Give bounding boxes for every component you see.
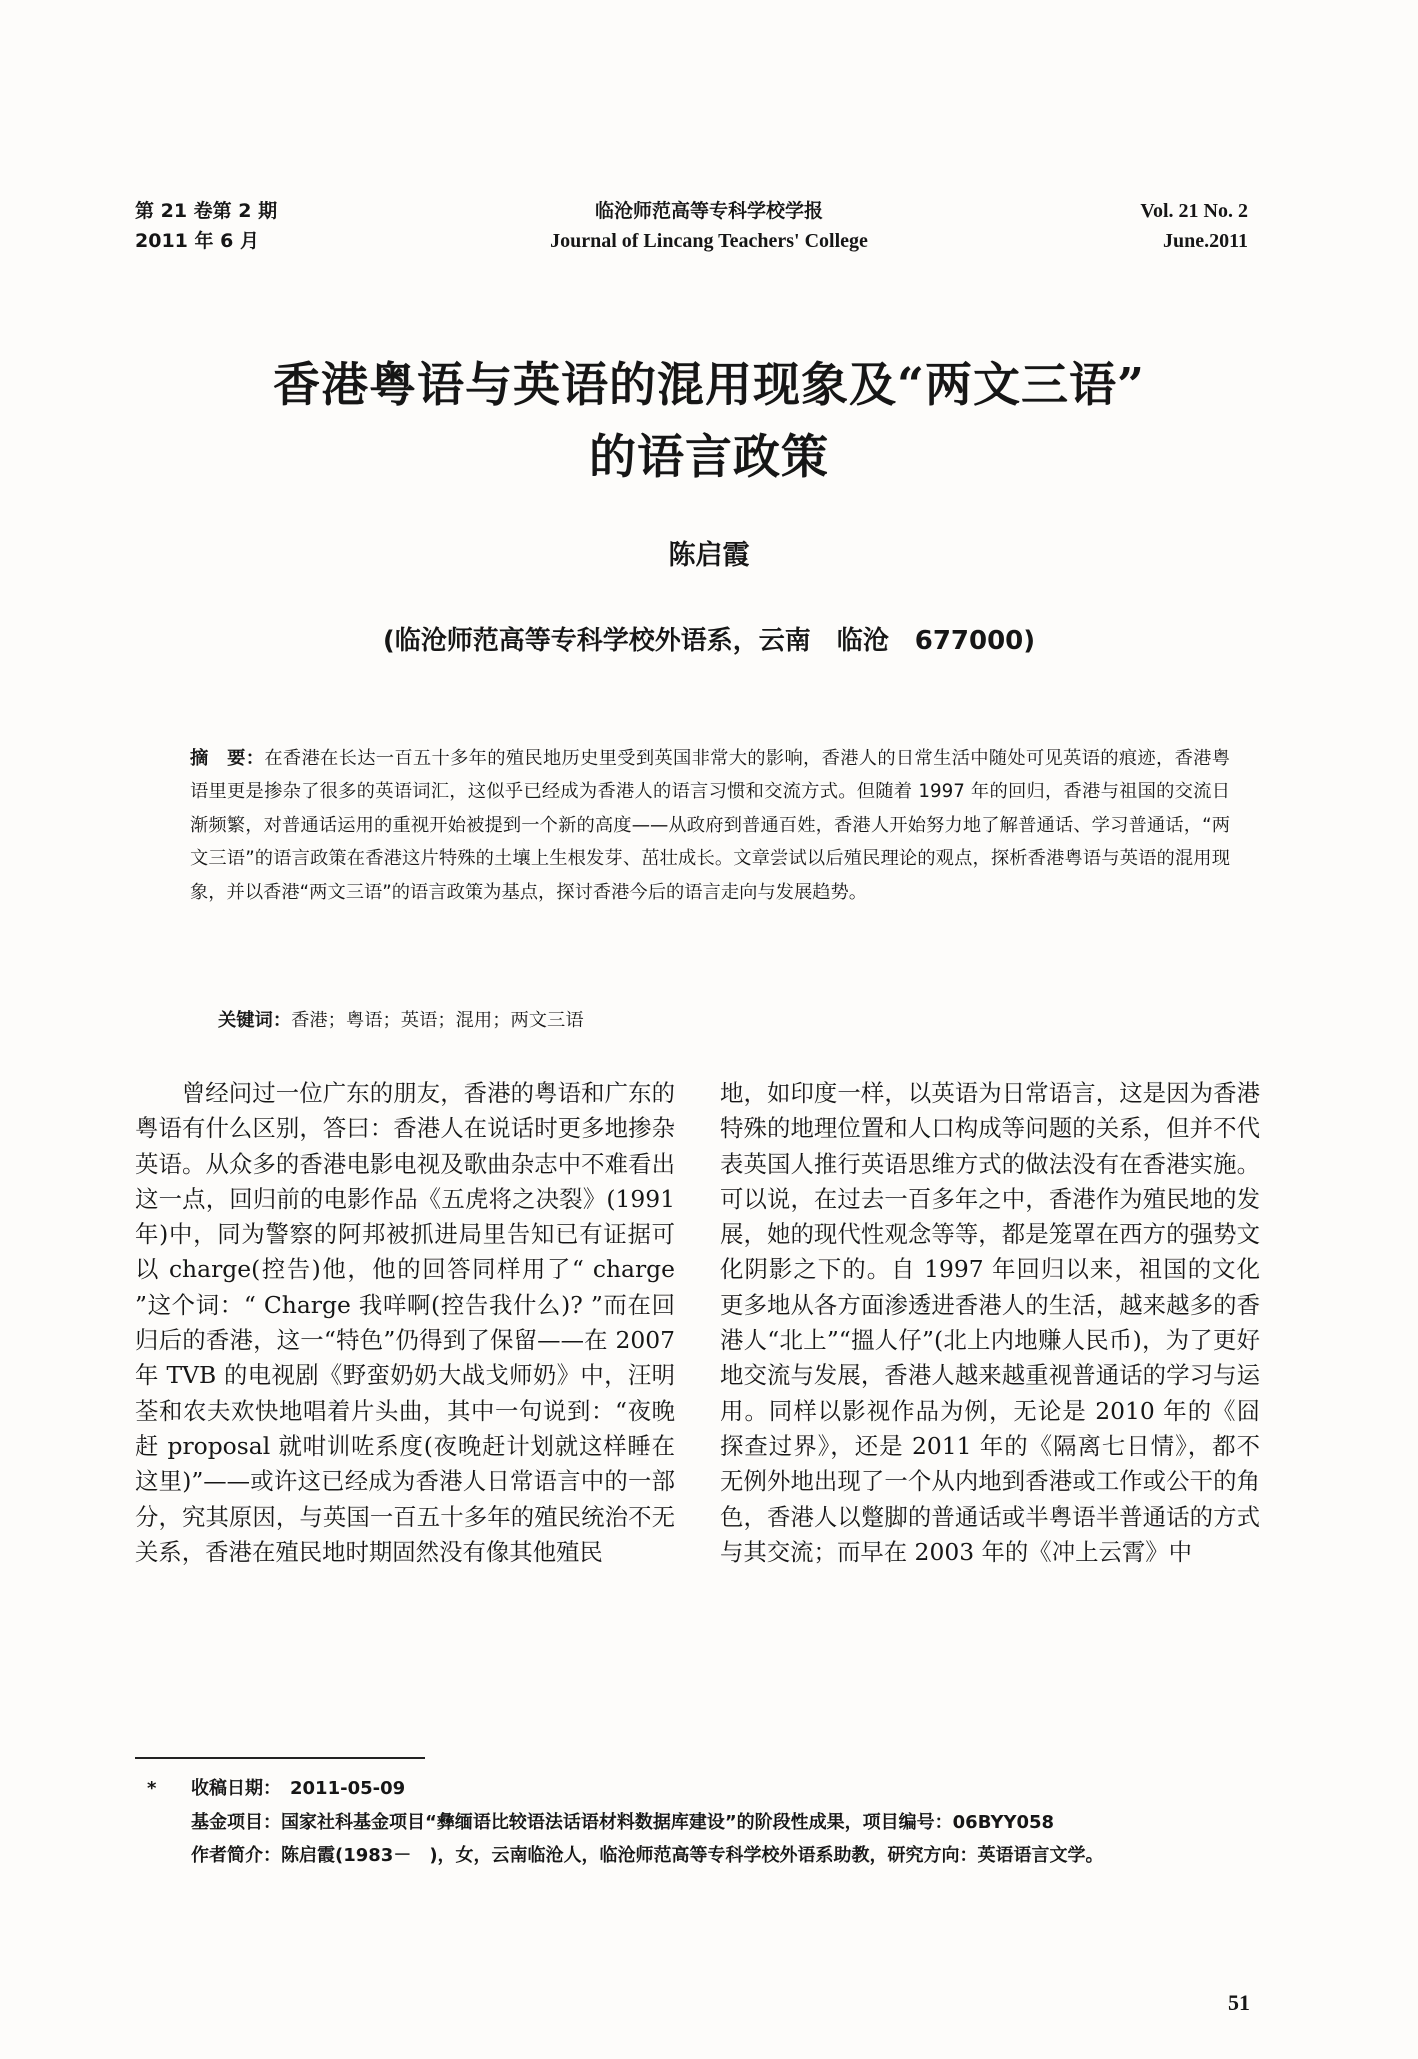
journal-name-en: Journal of Lincang Teachers' College [550,230,868,252]
volume-info [1140,196,1248,256]
volume-line-1: Vol. 21 No. 2 [1140,200,1248,222]
abstract-text: 在香港在长达一百五十多年的殖民地历史里受到英国非常大的影响，香港人的日常生活中随处可见英语的痕迹，香港粤语里更是掺杂了很多的英语词汇，这似乎已经成为香港人的语言习惯和交流方式。但随着 1997 年的回归，香港与祖国的交流日渐频繁，对普通话运用的重视开始被提到一个新的高度——从政府到普通百姓，香港人开始努力地了解普通话、学习普通话，“两文三语”的语言政策在香港这片特殊的土壤上生根发芽、茁壮成长。文章尝试以后殖民理论的观点，探析香港粤语与英语的混用现象，并以香港“两文三语”的语言政策为基点，探讨香港今后的语言走向与发展趋势。 [190,748,1231,903]
body-paragraph-continued: 地，如印度一样，以英语为日常语言，这是因为香港特殊的地理位置和人口构成等问题的关系，但并不代表英国人推行英语思维方式的做法没有在香港实施。可以说，在过去一百多年之中，香港作为殖民地的发展，她的现代性观念等等，都是笼罩在西方的强势文化阴影之下的。自 1997 年回归以来，祖国的文化更多地从各方面渗透进香港人的生活，越来越多的香港人“北上”“搵人仔”(北上内地赚人民币)，为了更好地交流与发展，香港人越来越重视普通话的学习与运用。同样以影视作品为例，无论是 2010 年的《囧探查过界》，还是 2011 年的《隔离七日情》，都不无例外地出现了一个从内地到香港或工作或公干的角色，香港人以蹩脚的普通话或半粤语半普通话的方式与其交流；而早在 2003 年的《冲上云霄》中 [720,1079,1260,1566]
abstract-label: 摘 要： [190,748,265,769]
abstract [190,742,1230,909]
page-number: 51 [1228,1990,1250,2015]
fund-note: 基金项目：国家社科基金项目“彝缅语比较语法话语材料数据库建设”的阶段性成果，项目编号：06BYY058 [191,1811,1055,1833]
body-paragraph: 曾经问过一位广东的朋友，香港的粤语和广东的粤语有什么区别，答曰：香港人在说话时更多地掺杂英语。从众多的香港电影电视及歌曲杂志中不难看出这一点，回归前的电影作品《五虎将之决裂》(1991 年)中，同为警察的阿邦被抓进局里告知已有证据可以 charge(控告)他，他的回答同样用了“ charge ”这个词：“ Charge 我咩啊(控告我什么)? ”而在回归后的香港，这一“特色”仍得到了保留——在 2007 年 TVB 的电视剧《野蛮奶奶大战戈师奶》中，汪明荃和农夫欢快地唱着片头曲，其中一句说到：“夜晚赶 proposal 就咁训咗系度(夜晚赶计划就这样睡在这里)”——或许这已经成为香港人日常语言中的一部分，究其原因，与英国一百五十多年的殖民统治不无关系，香港在殖民地时期固然没有像其他殖民 [135,1079,675,1566]
author-affiliation: (临沧师范高等专科学校外语系，云南 临沧 677000) [382,626,1036,656]
issue-line-2: 2011 年 6 月 [135,230,259,252]
body-right-column [720,1076,1260,1570]
received-date-note [135,1772,1265,1806]
article-title [0,350,1418,494]
author-name: 陈启霞 [668,540,750,571]
footnote-star: * [147,1778,157,1799]
author-bio-note: 作者简介：陈启霞(1983－ )，女，云南临沧人，临沧师范高等专科学校外语系助教，研究方向：英语语言文学。 [191,1845,1104,1866]
keywords-label: 关键词： [218,1010,292,1031]
issue-line-1: 第 21 卷第 2 期 [135,200,278,222]
keywords [218,1006,584,1032]
keywords-text: 香港；粤语；英语；混用；两文三语 [291,1010,584,1031]
received-date: 收稿日期： 2011-05-09 [191,1778,406,1799]
title-line-1: 香港粤语与英语的混用现象及“两文三语” [272,358,1146,413]
title-line-2: 的语言政策 [589,430,829,485]
footnotes [135,1772,1265,1873]
body-left-column [135,1076,675,1570]
footnote-divider [135,1757,425,1759]
journal-name-cn: 临沧师范高等专科学校学报 [594,200,823,222]
volume-line-2: June.2011 [1162,230,1248,252]
